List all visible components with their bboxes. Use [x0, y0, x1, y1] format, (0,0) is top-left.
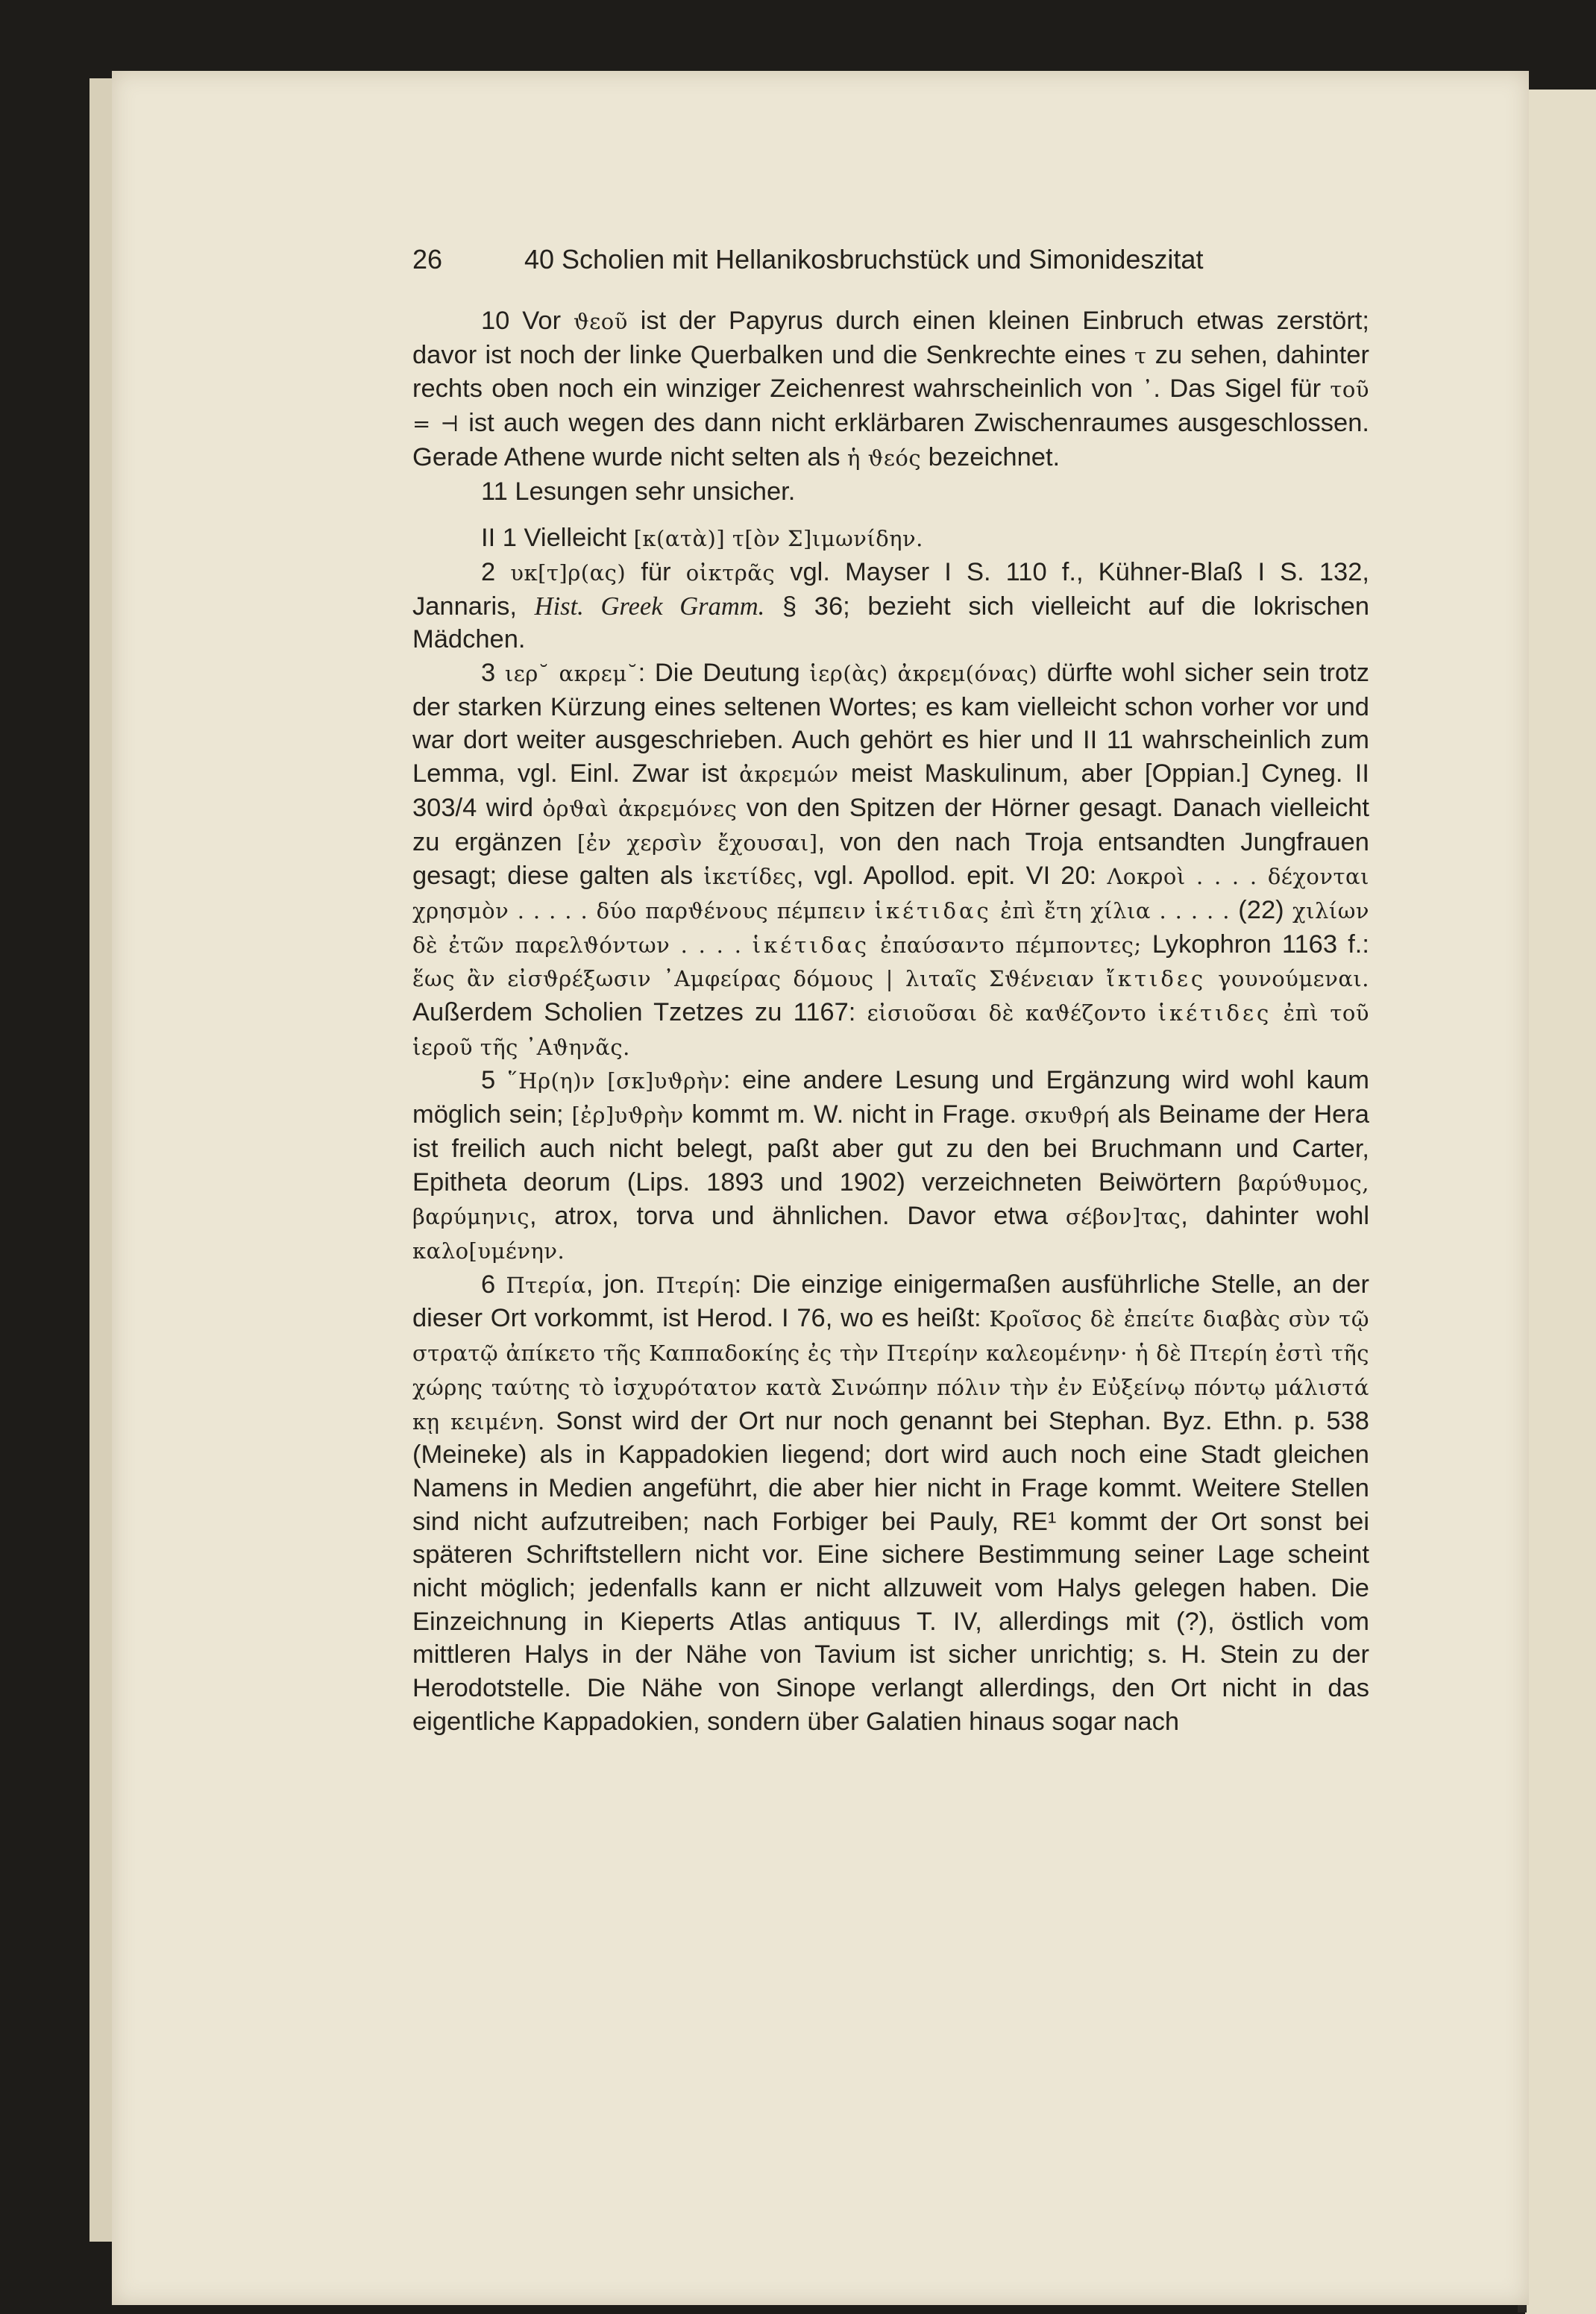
greek-text: εἰσιοῦσαι δὲ καϑέζοντο: [867, 1000, 1158, 1026]
greek-text: [ἐν χερσὶν ἔχουσαι]: [576, 830, 818, 856]
greek-text: βαρύϑυμος, βαρύμηνις: [412, 1170, 1369, 1230]
text-run: , jon.: [585, 1270, 656, 1299]
text-run: Lykophron 1163 f.:: [1141, 929, 1369, 959]
running-header: [412, 244, 1382, 275]
greek-text: [ἐρ]υϑρὴν: [571, 1103, 684, 1129]
commentary-paragraph-p2-5: [412, 1064, 1369, 1267]
text-run: Außerdem Scholien Tzetzes zu 1167:: [412, 998, 867, 1027]
text-run: zu sehen, dahinter rechts oben noch ein winziger Zeichenrest wahrscheinlich von: [412, 340, 1370, 404]
text-run: Sonst wird der Ort nur noch genannt bei Stephan. Byz. Ethn. p. 538 (Meineke) als in Kappadokien liegend; dort wird auch noch eine Stadt gleichen Namens in Medien angeführt, die aber hier nicht in Frage kommt. Weitere Stellen sind nicht aufzutreiben; nach Forbiger bei Pauly, RE¹ kommt der Ort sonst bei späteren Schriftstellern nicht vor. Eine sichere Bestimmung seiner Lage scheint nicht möglich; jedenfalls kann er nicht allzuweit vom Halys gelegen haben. Die Einzeichnung in Kieperts Atlas antiquus T. IV, allerdings mit (?), östlich vom mittleren Halys in der Nähe von Tavium ist sicher unrichtig; s. H. Stein zu der Herodotstelle. Die Nähe von Sinope verlangt allerdings, den Ort nicht in das eigentliche Kappadokien, sondern über Galatien hinaus sogar nach: [412, 1406, 1369, 1736]
page-number: 26: [412, 244, 443, 275]
greek-text: Πτερία: [506, 1272, 586, 1298]
text-run: 3: [481, 659, 505, 688]
greek-text: οἰκτρᾶς: [685, 559, 776, 586]
greek-text: ἕως ἂν εἰσϑρέξωσιν ᾿Αμφείρας δόμους | λιταῖς Σϑένειαν: [412, 966, 1107, 992]
text-run: , dahinter wohl: [1181, 1202, 1369, 1231]
greek-text: ιερ˘ ακρεμ˘: [504, 661, 638, 687]
text-run: kommt m. W. nicht in Frage.: [683, 1100, 1025, 1129]
text-run: : eine andere Lesung und Ergänzung wird wohl kaum möglich sein;: [412, 1066, 1369, 1129]
commentary-paragraph-p10: [412, 304, 1369, 475]
greek-text: Πτερίη: [656, 1272, 735, 1298]
greek-text: ἐπὶ τοῦ ἱεροῦ τῆς ᾿Αϑηνᾶς.: [412, 1000, 1369, 1060]
greek-text: ἐπαύσαντο πέμποντες;: [869, 932, 1142, 958]
text-run: 5: [481, 1066, 508, 1095]
greek-text: χιλίων δὲ ἐτῶν παρελϑόντων . . . .: [412, 897, 1369, 958]
commentary-paragraph-p2-6: [412, 1268, 1369, 1739]
greek-text: Κροῖσος δὲ ἐπείτε διαβὰς σὺν τῷ στρατῷ ἀπίκετο τῆς Καππαδοκίης ἐς τὴν Πτερίην καλεομένην· ἡ δὲ Πτερίη ἐστὶ τῆς χώρης ταύτης τὸ ἰσχυρότατον κατὰ Σινώπην πόλιν τὴν ἐν Εὐξείνῳ πόντῳ μάλιστά κῃ κειμένη.: [412, 1306, 1369, 1435]
text-run: für: [626, 557, 686, 586]
greek-text: σέβον]τας: [1065, 1204, 1181, 1230]
greek-text: Λοκροὶ . . . . δέχονται χρησμὸν . . . . . δύο παρϑένους πέμπειν: [412, 864, 1370, 924]
text-run: ist auch wegen des dann nicht erklärbaren Zwischenraumes ausgeschlossen. Gerade Athene wurde nicht selten als: [412, 409, 1370, 471]
greek-text: ᾿: [1142, 377, 1154, 403]
greek-text: σκυϑρή: [1025, 1103, 1110, 1129]
adjacent-page: [1525, 90, 1596, 2314]
greek-text: ἱερ(ὰς) ἀκρεμ(όνας): [809, 661, 1038, 687]
body-text: [412, 304, 1369, 1739]
text-run: (22): [1229, 895, 1292, 924]
greek-text: καλο[υμένην.: [412, 1238, 565, 1264]
text-run: , von den nach Troja entsandten Jungfrauen gesagt; diese galten als: [412, 827, 1369, 891]
text-run: § 36; bezieht sich vielleicht auf die lokrischen Mädchen.: [412, 592, 1370, 654]
text-run: : Die einzige einigermaßen ausführliche Stelle, an der dieser Ort vorkommt, ist Herod. I 76, wo es heißt:: [412, 1270, 1369, 1333]
greek-spaced-text: ἴκτιδες: [1106, 966, 1207, 992]
text-run: von den Spitzen der Hörner gesagt. Danach vielleicht zu ergänzen: [412, 793, 1369, 856]
commentary-paragraph-p11: [412, 475, 1369, 509]
greek-text: [κ(ατὰ)] τ[ὸν Σ]ιμωνίδην.: [633, 526, 923, 552]
text-run: . Das Sigel für: [1153, 374, 1330, 404]
text-run: 10 Vor: [481, 307, 574, 335]
text-run: II 1 Vielleicht: [481, 524, 634, 553]
greek-text: τ: [1134, 342, 1147, 369]
commentary-paragraph-p2-3: [412, 656, 1369, 1064]
text-run: : Die Deutung: [638, 659, 810, 688]
greek-spaced-text: ἱκέτιδας: [874, 897, 992, 924]
text-run: 11 Lesungen sehr unsicher.: [481, 477, 796, 506]
greek-text: ἀκρεμών: [739, 762, 839, 788]
text-run: ist der Papyrus durch einen kleinen Einbruch etwas zerstört; davor ist noch der linke Querbalken und die Senkrechte eines: [412, 307, 1369, 369]
greek-text: ὀρϑαὶ ἀκρεμόνες: [542, 795, 738, 821]
greek-text: τοῦ = ⊣: [412, 377, 1369, 437]
text-run: bezeichnet.: [921, 442, 1061, 471]
greek-text: ἡ ϑεός: [847, 445, 922, 471]
text-run: , vgl. Apollod. epit. VI 20:: [796, 862, 1108, 891]
greek-text: ἱκετίδες: [703, 864, 797, 890]
greek-text: ῞Ηρ(η)ν [σκ]υϑρὴν: [507, 1068, 723, 1094]
greek-text: γουνούμεναι.: [1206, 966, 1369, 992]
text-run: dürfte wohl sicher sein trotz der starken Kürzung eines seltenen Wortes; es kam vielleicht schon vorher vor und war dort weiter ausgeschrieben. Auch gehört es hier und II 11 wahrscheinlich zum Lemma, vgl. Einl. Zwar ist: [412, 659, 1369, 788]
commentary-paragraph-p2-1: [412, 521, 1369, 556]
running-title: 40 Scholien mit Hellanikosbruchstück und Simonideszitat: [524, 244, 1204, 275]
greek-text: ϑεοῦ: [574, 309, 628, 334]
greek-spaced-text: ἱκέτιδας: [752, 932, 870, 958]
text-run: , atrox, torva und ähnlichen. Davor etwa: [530, 1202, 1066, 1231]
text-run: 2: [481, 557, 511, 586]
commentary-paragraph-p2-2: [412, 556, 1369, 656]
text-run: als Beiname der Hera ist freilich auch nicht belegt, paßt aber gut zu den bei Bruchmann und Carter, Epitheta deorum (Lips. 1893 und 1902) verzeichneten Beiwörtern: [412, 1100, 1369, 1197]
greek-text: υκ[τ]ρ(ας): [510, 559, 626, 586]
greek-text: ἐπὶ ἔτη χίλια . . . . .: [991, 897, 1230, 924]
text-run: 6: [481, 1270, 506, 1299]
italic-title: Hist. Greek Gramm.: [534, 592, 765, 621]
greek-spaced-text: ἱκέτιδες: [1157, 1000, 1272, 1026]
text-run: vgl. Mayser I S. 110 f., Kühner-Blaß I S. 132, Jannaris,: [412, 557, 1369, 621]
text-run: meist Maskulinum, aber [Oppian.] Cyneg. II 303/4 wird: [412, 759, 1369, 822]
